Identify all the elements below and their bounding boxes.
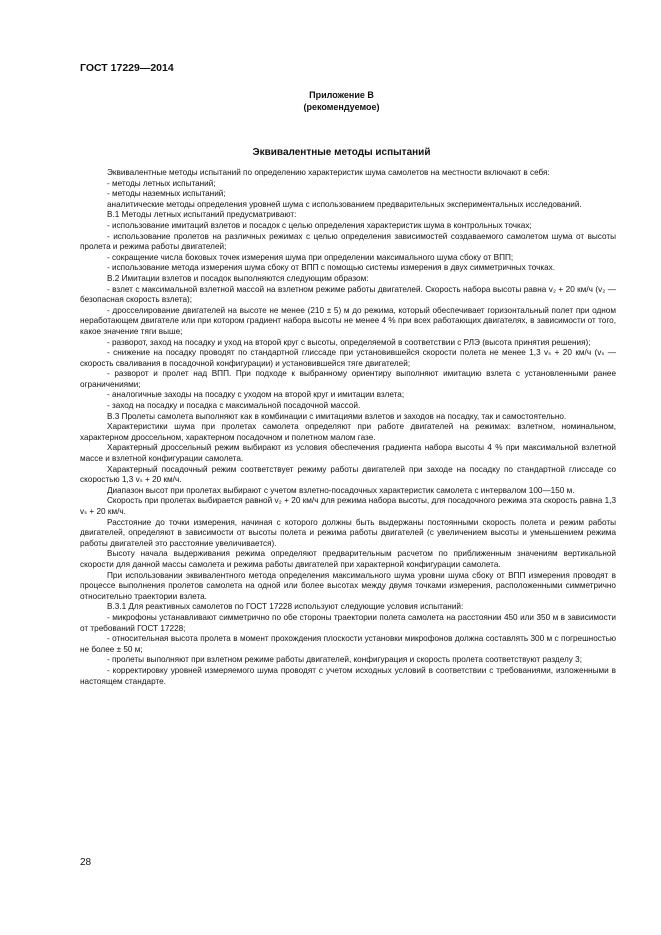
paragraph: Характеристики шума при пролетах самолета определяют при работе двигателей на режимах: взлетном, номинальном, характерном дроссельном, характерном посадочном и полетном малом газе. [80, 422, 616, 442]
paragraph: - относительная высота пролета в момент прохождения плоскости установки микрофонов должна составлять 300 м с погрешностью не более ± 50 м; [80, 634, 616, 654]
appendix-title: Приложение В [309, 90, 374, 100]
paragraph: - микрофоны устанавливают симметрично по обе стороны траектории полета самолета на расстоянии 450 или 350 м в зависимости от требований ГОСТ 17228; [80, 612, 616, 633]
paragraph: В.1 Методы летных испытаний предусматривают: [107, 210, 297, 220]
paragraph: - использование метода измерения шума сбоку от ВПП с помощью системы измерения в двух симметричных точках. [107, 263, 556, 273]
paragraph: - использование пролетов на различных режимах с целью определения зависимостей создаваемого самолетом шума от высоты пролета и режима работы двигателей; [80, 231, 616, 252]
paragraph: - сокращение числа боковых точек измерения шума при определении максимального шума сбоку от ВПП; [107, 252, 514, 262]
paragraph: Диапазон высот при пролетах выбирают с учетом взлетно-посадочных характеристик самолета с интервалом 100—150 м. [107, 485, 575, 495]
paragraph: В.3.1 Для реактивных самолетов по ГОСТ 17228 используют следующие условия испытаний: [107, 602, 464, 612]
paragraph: Высоту начала выдерживания режима определяют предварительным расчетом по приближенным значениям вертикальной скорости для данной массы самолета и режима работы двигателей при характерной конфигурации самолета. [80, 549, 616, 569]
paragraph: - корректировку уровней измеряемого шума проводят с учетом исходных условий в соответствии с требованиями, изложенными в настоящем стандарте. [80, 665, 616, 686]
paragraph: При использовании эквивалентного метода определения максимального шума уровни шума сбоку от ВПП измерения проводят в процессе выполнения пролетов самолета на одной или более высотах между двумя точками измерения, расположенными симметрично относительно траектории взлета. [80, 570, 616, 601]
paragraph: Характерный посадочный режим соответствует режиму работы двигателей при заходе на посадку по стандартной глиссаде со скоростью 1,3 vₛ + 20 км/ч. [80, 464, 616, 485]
paragraph: - разворот, заход на посадку и уход на второй круг с высоты, определяемой в соответствии с РЛЭ (высота принятия решения); [107, 337, 591, 347]
paragraph: - взлет с максимальной взлетной массой на взлетном режиме работы двигателей. Скорость набора высоты равна v₂ + 20 км/ч (v₂ — безопасная скорость взлета); [80, 284, 616, 305]
paragraph: - заход на посадку и посадка с максимальной посадочной массой. [107, 401, 361, 411]
paragraph: - пролеты выполняют при взлетном режиме работы двигателей, конфигурация и скорость пролета соответствуют разделу 3; [107, 655, 582, 665]
paragraph: - дросселирование двигателей на высоте не менее (210 ± 5) м до режима, который обеспечивает горизонтальный полет при одном неработающем двигателе или при котором градиент набора высоты не менее 4 % при всех работающих двигателях, в зависимости от того, какое значение тяги выше; [80, 305, 616, 336]
body-text [80, 168, 616, 687]
appendix-status: (рекомендуемое) [303, 102, 380, 112]
paragraph: - методы летных испытаний; [107, 178, 216, 188]
paragraph: - использование имитаций взлетов и посадок с целью определения характеристик шума в контрольных точках; [107, 220, 532, 230]
paragraph: - снижение на посадку проводят по стандартной глиссаде при установившейся скорости полета не менее 1,3 vₛ + 20 км/ч (vₛ — скорость сваливания в посадочной конфигурации) и установившейся тяге двигателей; [80, 348, 616, 368]
paragraph: Эквивалентные методы испытаний по определению характеристик шума самолетов на местности включают в себя: [107, 168, 550, 177]
paragraph: Скорость при пролетах выбирается равной v₂ + 20 км/ч для режима набора высоты, для посадочного режима эта скорость равна 1,3 vₛ + 20 км/ч. [80, 496, 616, 516]
paragraph: Характерный дроссельный режим выбирают из условия обеспечения градиента набора высоты 4 % при максимальной взлетной массе и взлетной конфигурации самолета. [80, 443, 616, 464]
paragraph: - методы наземных испытаний; [107, 189, 226, 199]
page-number: 28 [80, 857, 92, 868]
paragraph: В.2 Имитации взлетов и посадок выполняются следующим образом: [107, 273, 369, 283]
paragraph: Расстояние до точки измерения, начиная с которого должны быть выдержаны постоянными скорость полета и режим работы двигателей, определяют в зависимости от высоты полета и режима работы двигателей (с увеличением высоты и уменьшением режима работы двигателей это расстояние увеличивается). [80, 517, 616, 548]
paragraph: аналитические методы определения уровней шума с использованием предварительных экспериментальных исследований. [107, 199, 582, 209]
document-header: ГОСТ 17229—2014 [80, 62, 174, 74]
paragraph: - разворот и пролет над ВПП. При подходе к выбранному ориентиру выполняют имитацию взлета с установленными ранее ограничениями; [80, 369, 616, 389]
paragraph: - аналогичные заходы на посадку с уходом на второй круг и имитации взлета; [107, 390, 405, 400]
paragraph: В.3 Пролеты самолета выполняют как в комбинации с имитациями взлетов и заходов на посадку, так и самостоятельно. [107, 411, 567, 421]
section-title: Эквивалентные методы испытаний [252, 147, 431, 158]
